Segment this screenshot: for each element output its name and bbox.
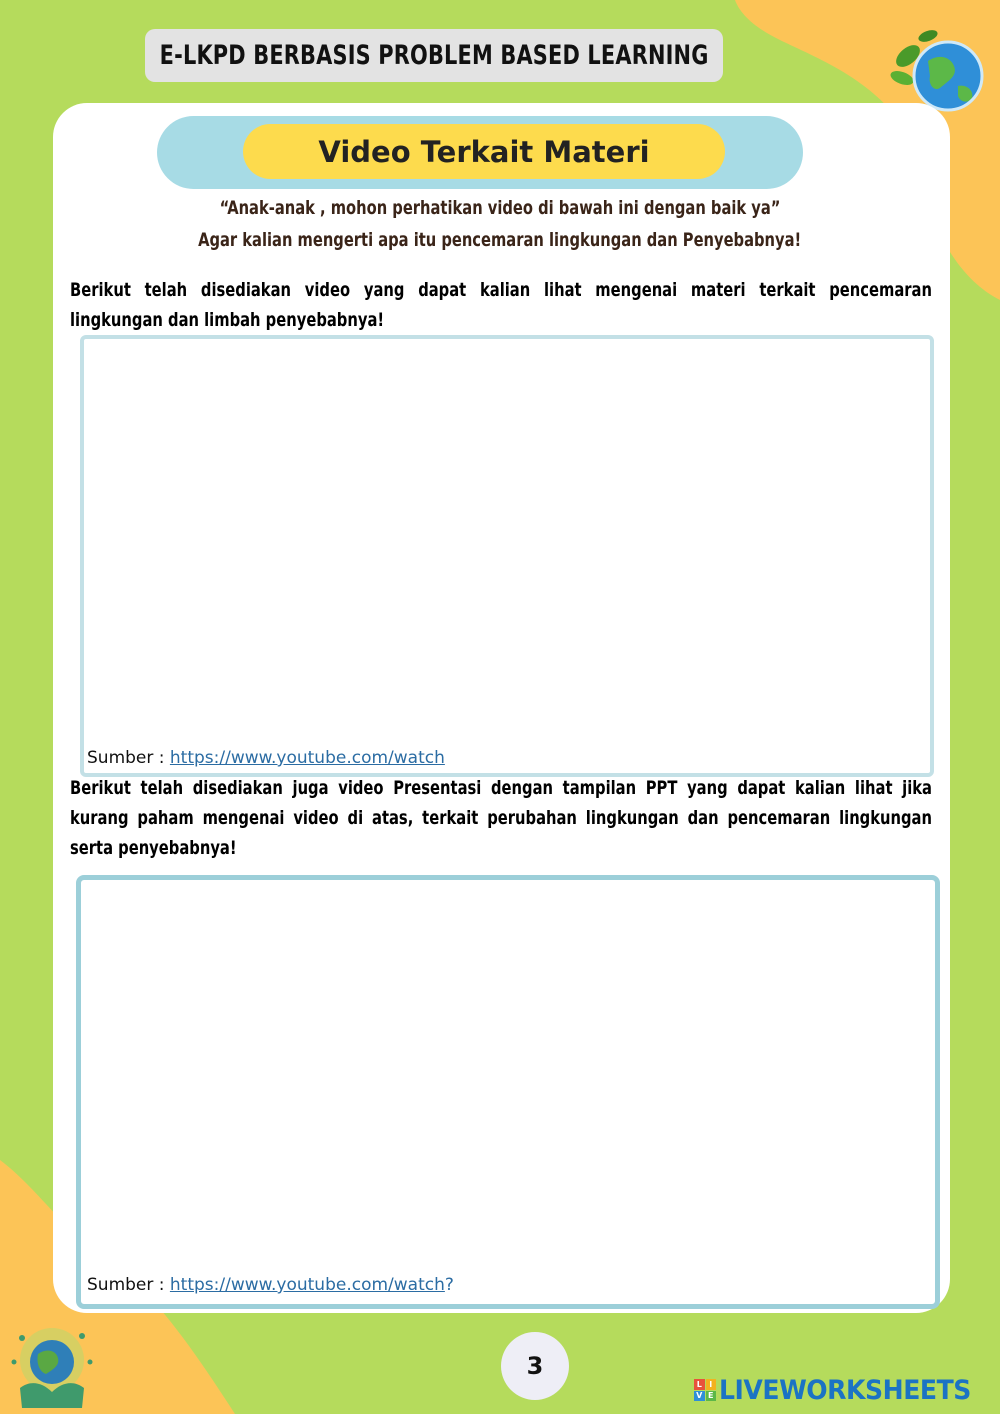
intro-line-1 — [90, 197, 910, 219]
video2-source-label: Sumber : — [87, 1275, 170, 1295]
liveworksheets-brand[interactable] — [694, 1374, 990, 1406]
video1-description-line: lingkungan dan limbah penyebabnya! — [70, 309, 385, 331]
brand-grid-letter: E — [706, 1391, 717, 1402]
brand-grid-letter: I — [706, 1379, 717, 1390]
video1-embed-frame[interactable] — [80, 335, 934, 777]
video1-description-line: Berikut telah disediakan video yang dapat kalian lihat mengenai materi terkait pencemaran — [70, 279, 932, 301]
intro-line-2 — [90, 229, 910, 251]
video2-description-line: kurang paham mengenai video di atas, terkait perubahan lingkungan dan pencemaran lingkungan — [70, 807, 932, 829]
liveworksheets-wordmark: LIVEWORKSHEETS — [719, 1374, 971, 1406]
video2-source-suffix: ? — [444, 1275, 454, 1295]
page-number: 3 — [501, 1332, 569, 1400]
intro-line-1-text: “Anak-anak , mohon perhatikan video di bawah ini dengan baik ya” — [219, 197, 781, 219]
section-title: Video Terkait Materi — [318, 134, 650, 169]
header-title: E-LKPD BERBASIS PROBLEM BASED LEARNING — [159, 40, 709, 71]
earth-hands-logo-icon — [2, 1318, 102, 1413]
video1-description — [70, 275, 932, 335]
video1-source-label: Sumber : — [87, 748, 170, 768]
video2-source-link[interactable]: https://www.youtube.com/watch — [169, 1275, 445, 1295]
header-title-banner — [145, 29, 723, 82]
video1-source — [87, 748, 445, 768]
video2-description — [70, 773, 932, 863]
video2-source — [87, 1275, 454, 1295]
video2-description-line: serta penyebabnya! — [70, 837, 237, 859]
intro-line-2-text: Agar kalian mengerti apa itu pencemaran lingkungan dan Penyebabnya! — [198, 229, 802, 251]
video1-source-link[interactable]: https://www.youtube.com/watch — [169, 748, 445, 768]
liveworksheets-logo-grid — [694, 1379, 716, 1401]
video2-embed-frame[interactable] — [76, 875, 940, 1309]
brand-grid-letter: L — [694, 1379, 705, 1390]
video2-description-line: Berikut telah disediakan juga video Presentasi dengan tampilan PPT yang dapat kalian lihat jika — [70, 777, 932, 799]
section-title-banner — [243, 124, 725, 179]
brand-grid-letter: V — [694, 1391, 705, 1402]
